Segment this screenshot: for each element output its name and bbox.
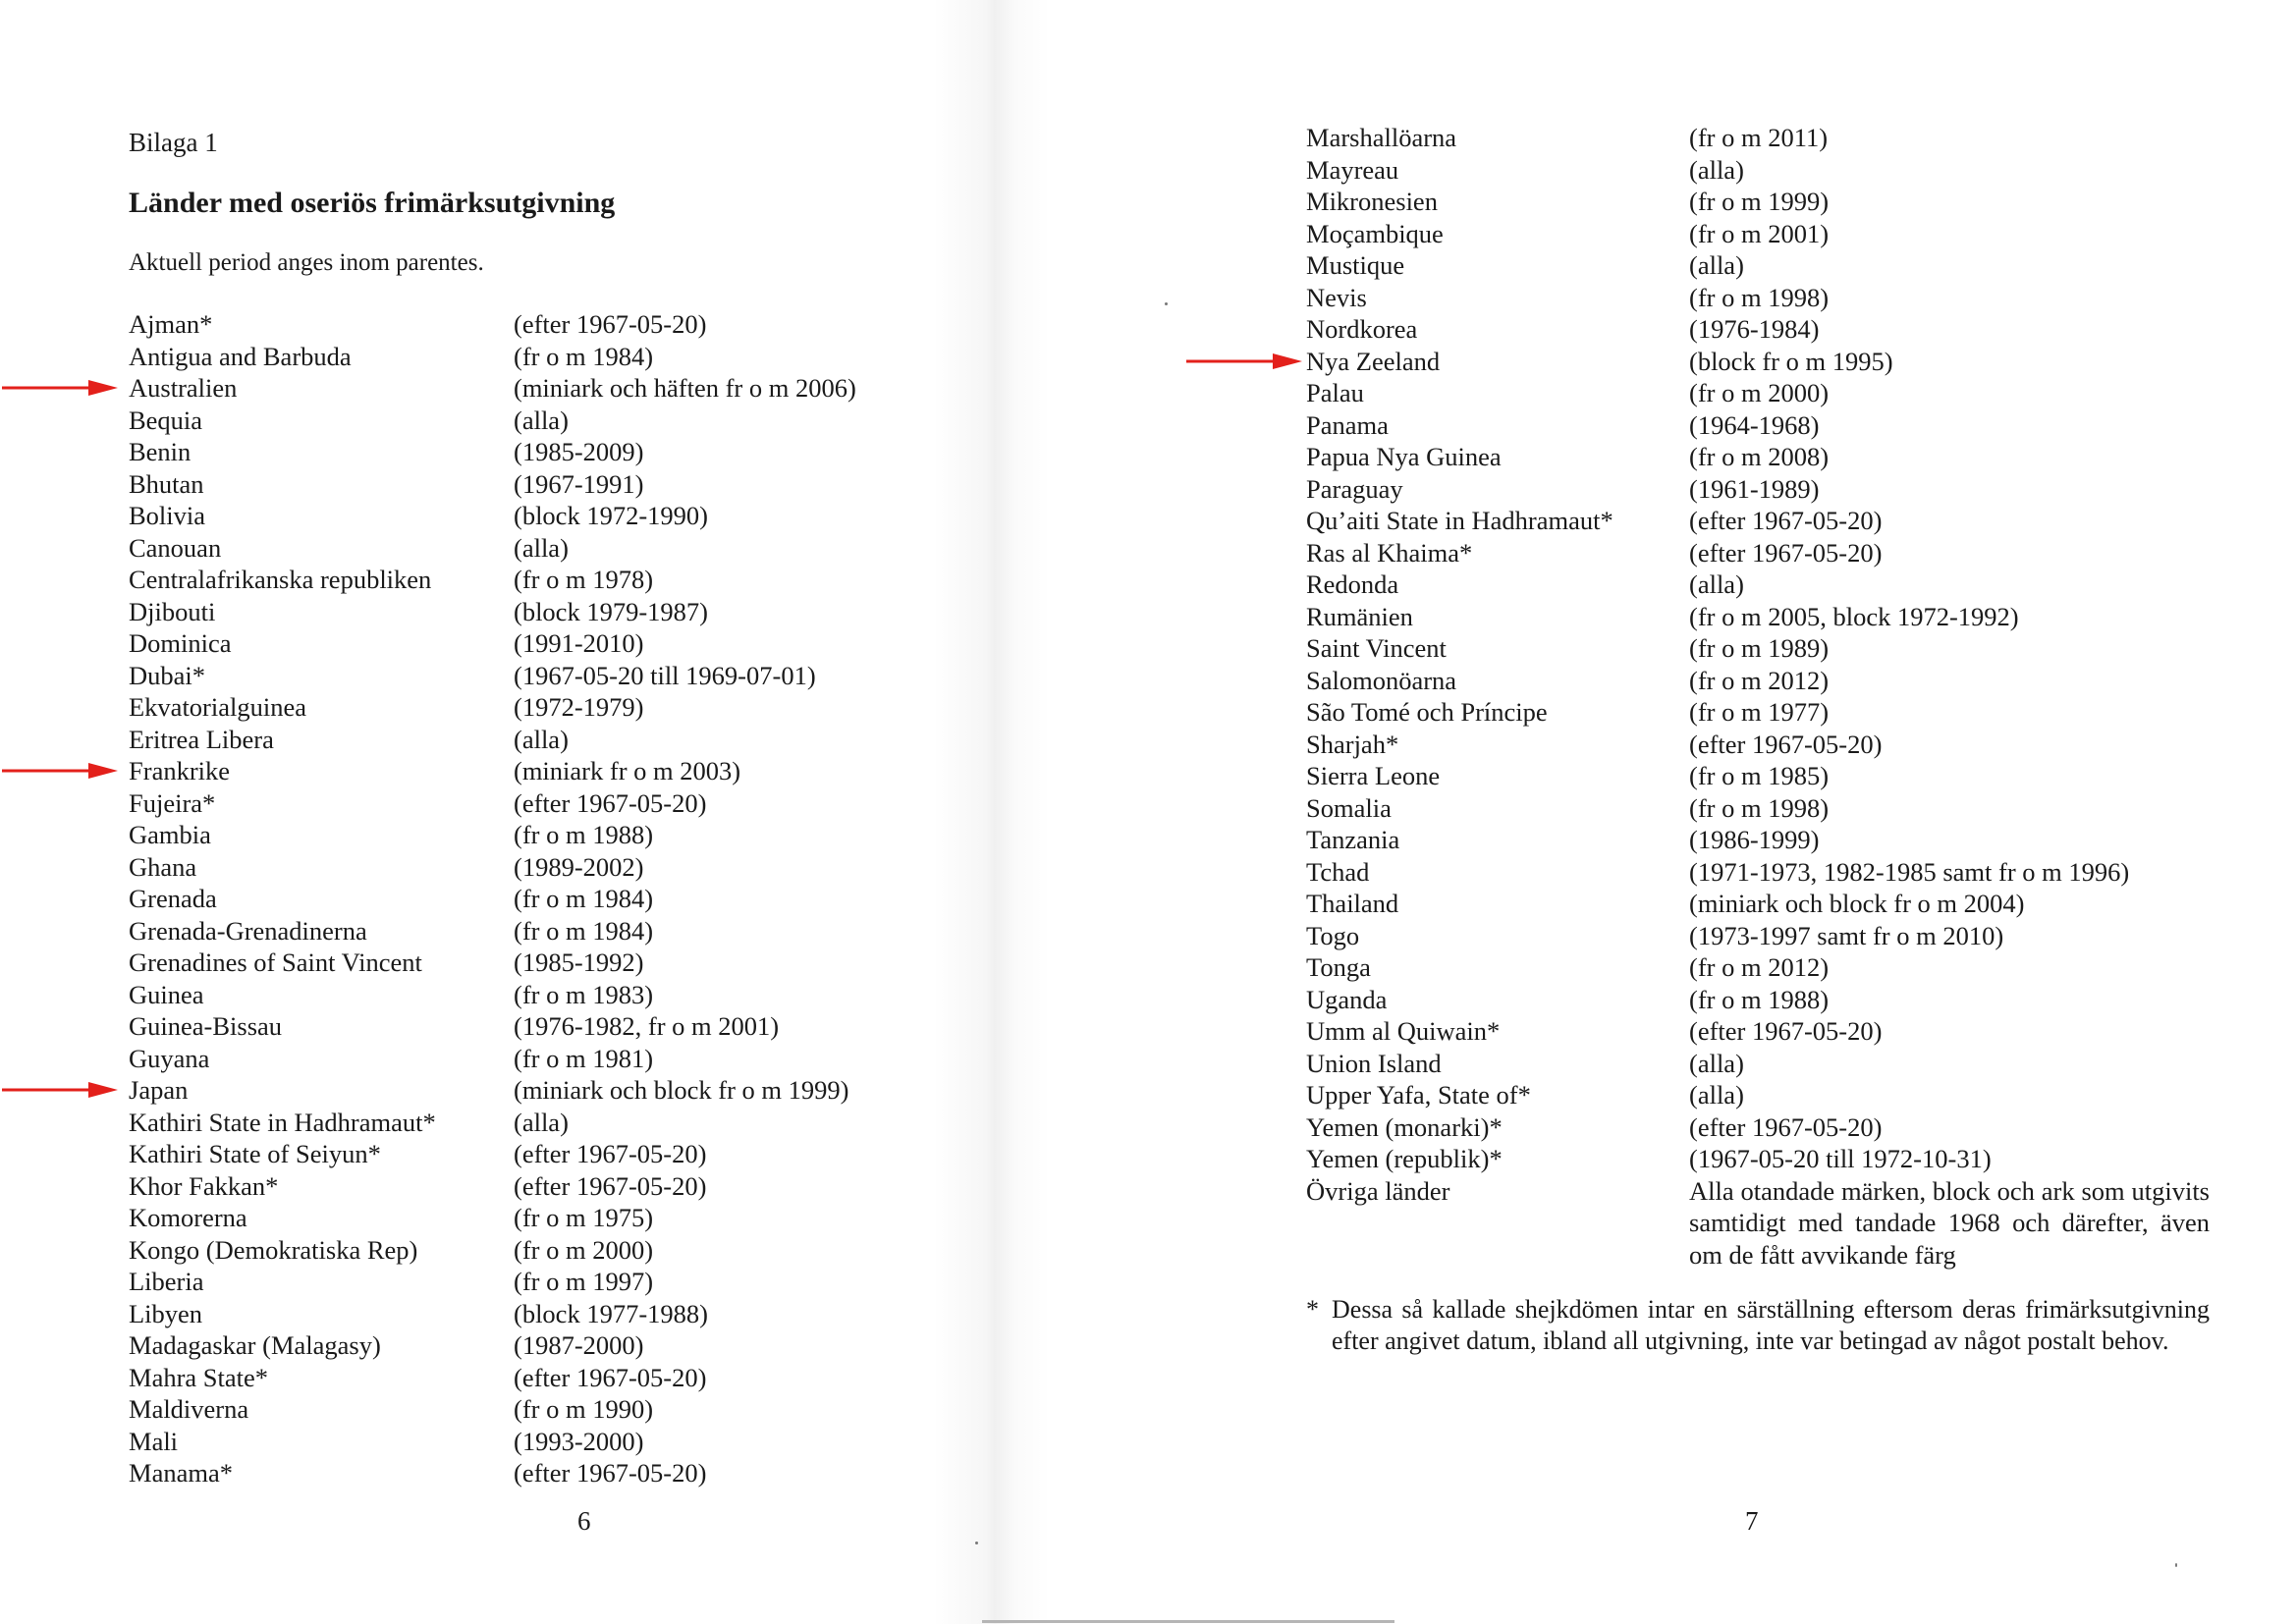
list-item — [1306, 249, 1827, 282]
period-text: (block fr o m 1995) — [1689, 346, 1893, 376]
period-text: (1971-1973, 1982-1985 samt fr o m 1996) — [1689, 856, 2130, 887]
period-text: (fr o m 1981) — [514, 1043, 654, 1073]
country-name: Ras al Khaima* — [1306, 537, 1473, 568]
country-name: Salomonöarna — [1306, 665, 1457, 695]
period-text: (alla) — [1689, 154, 1744, 185]
country-name: Mayreau — [1306, 154, 1399, 185]
country-name: Redonda — [1306, 569, 1399, 599]
period-text: (fr o m 1998) — [1689, 792, 1830, 823]
list-item — [1306, 760, 1830, 792]
period-text: (fr o m 1999) — [1689, 187, 1830, 216]
period-text: (efter 1967-05-20) — [1689, 537, 1883, 568]
country-name: Ekvatorialguinea — [129, 692, 307, 722]
country-name: Khor Fakkan* — [129, 1170, 279, 1201]
list-item — [1306, 377, 1830, 409]
country-name: Liberia — [129, 1267, 204, 1296]
country-name: Libyen — [129, 1298, 203, 1328]
country-name: Grenadines of Saint Vincent — [129, 947, 422, 977]
period-text: (fr o m 2000) — [514, 1234, 654, 1265]
country-name: Paraguay — [1306, 473, 1403, 504]
country-name: Qu’aiti State in Hadhramaut* — [1306, 506, 1613, 535]
list-item — [1306, 632, 1830, 665]
period-text: (block 1977-1988) — [514, 1298, 708, 1328]
country-name: Komorerna — [129, 1203, 247, 1232]
intro-text: Aktuell period anges inom parentes. — [129, 249, 484, 276]
list-item — [1306, 1015, 1883, 1048]
list-item — [1306, 601, 2019, 633]
period-text: (1986-1999) — [1689, 825, 1820, 854]
red-arrow-icon — [1186, 352, 1302, 371]
country-name: Upper Yafa, State of* — [1306, 1080, 1531, 1110]
list-item — [1306, 824, 1827, 856]
period-text: (block 1972-1990) — [514, 501, 708, 530]
period-text: (1985-1992) — [514, 947, 644, 977]
list-item — [1306, 792, 1830, 825]
period-text: (efter 1967-05-20) — [514, 787, 707, 818]
period-text: (fr o m 1984) — [514, 884, 654, 913]
country-name: Gambia — [129, 820, 211, 849]
period-text: (1991-2010) — [514, 628, 644, 658]
country-name: Antigua and Barbuda — [129, 341, 352, 371]
period-text: (1967-1991) — [514, 468, 644, 499]
country-name: Djibouti — [129, 596, 216, 626]
country-name: Dubai* — [129, 660, 206, 690]
list-item — [1306, 409, 1827, 442]
list-item — [1306, 313, 1827, 346]
country-name: Manama* — [129, 1458, 233, 1488]
country-name: Palau — [1306, 378, 1364, 407]
country-name: Ajman* — [129, 309, 213, 339]
period-text: (efter 1967-05-20) — [514, 309, 707, 339]
country-name: Union Island — [1306, 1048, 1442, 1078]
country-name: Mali — [129, 1426, 179, 1456]
list-item — [1306, 218, 1830, 250]
period-text: (1961-1989) — [1689, 473, 1820, 504]
country-name: Centralafrikanska republiken — [129, 565, 432, 594]
country-list-right — [1306, 122, 2210, 1271]
period-text: (alla) — [1689, 250, 1744, 280]
country-name: Guinea-Bissau — [129, 1011, 283, 1041]
country-name: Yemen (republik)* — [1306, 1144, 1503, 1173]
country-name: Yemen (monarki)* — [1306, 1111, 1503, 1142]
period-text: (efter 1967-05-20) — [1689, 729, 1883, 759]
country-name: Grenada — [129, 884, 217, 913]
period-text: (1993-2000) — [514, 1426, 644, 1456]
footnote-text: Dessa så kallade shejkdömen intar en särställning eftersom deras frimärksutgivning efter angivet datum, ibland all utgivning, inte var betingad av något postalt behov. — [1332, 1295, 2210, 1355]
country-name: Guinea — [129, 979, 204, 1009]
country-name: Rumänien — [1306, 601, 1413, 631]
country-name: Grenada-Grenadinerna — [129, 915, 367, 946]
period-text: (1972-1979) — [514, 692, 644, 722]
period-text: (miniark fr o m 2003) — [514, 756, 741, 785]
period-text: (block 1979-1987) — [514, 596, 708, 626]
list-item — [1306, 473, 1827, 506]
period-text: (1976-1982, fr o m 2001) — [514, 1011, 780, 1041]
country-name: Ghana — [129, 851, 197, 882]
period-text: (alla) — [514, 724, 569, 754]
list-item — [1306, 856, 2130, 889]
period-text: (fr o m 1998) — [1689, 282, 1830, 312]
country-name: Benin — [129, 437, 191, 466]
period-text: (alla) — [1689, 1048, 1744, 1078]
country-name: Mustique — [1306, 250, 1405, 280]
list-item — [1306, 729, 1883, 761]
list-item — [1306, 122, 1827, 154]
period-text: (fr o m 2001) — [1689, 218, 1830, 248]
list-item — [1306, 665, 1830, 697]
country-name: Tonga — [1306, 952, 1371, 982]
period-text: (1967-05-20 till 1972-10-31) — [1689, 1144, 1992, 1173]
period-text: (miniark och block fr o m 2004) — [1689, 889, 2025, 918]
list-item — [1306, 984, 1830, 1016]
country-name: Nya Zeeland — [1306, 346, 1441, 376]
period-text: (1967-05-20 till 1969-07-01) — [514, 660, 816, 690]
period-text: (fr o m 1997) — [514, 1267, 654, 1296]
period-text: (fr o m 1990) — [514, 1394, 654, 1424]
red-arrow-icon — [2, 761, 118, 781]
period-text: (miniark och häften fr o m 2006) — [514, 373, 856, 403]
period-text: (1987-2000) — [514, 1330, 644, 1360]
period-text: (fr o m 1977) — [1689, 697, 1830, 727]
period-text: (efter 1967-05-20) — [514, 1139, 707, 1168]
list-item — [1306, 505, 1883, 537]
period-text: (fr o m 1975) — [514, 1203, 654, 1232]
period-text: (1989-2002) — [514, 851, 644, 882]
country-name: Kathiri State of Seiyun* — [129, 1139, 381, 1168]
list-item — [1306, 346, 1893, 378]
list-item — [1306, 186, 1830, 218]
period-text: (alla) — [514, 405, 569, 435]
period-text: (alla) — [1689, 1080, 1744, 1110]
scan-speck — [975, 1542, 978, 1544]
period-text: (alla) — [514, 1107, 569, 1137]
period-text: (efter 1967-05-20) — [514, 1170, 707, 1201]
list-item — [1306, 568, 1827, 601]
period-text: (fr o m 2012) — [1689, 665, 1830, 695]
country-name: Frankrike — [129, 756, 231, 785]
country-name: Tchad — [1306, 856, 1370, 887]
country-name: Thailand — [1306, 889, 1399, 918]
period-text: (fr o m 1988) — [1689, 984, 1830, 1014]
country-name: Japan — [129, 1075, 189, 1105]
country-name: Canouan — [129, 532, 222, 563]
footnote-marker: * — [1306, 1295, 1319, 1324]
list-item — [1306, 154, 1827, 187]
country-name: Umm al Quiwain* — [1306, 1016, 1501, 1046]
country-name: Kongo (Demokratiska Rep) — [129, 1234, 418, 1265]
country-name: Somalia — [1306, 792, 1392, 823]
period-text: (efter 1967-05-20) — [514, 1362, 707, 1392]
country-name: Dominica — [129, 628, 232, 658]
country-name: Panama — [1306, 409, 1389, 440]
list-item — [1306, 920, 2004, 952]
list-item — [1306, 1143, 1992, 1175]
country-name: Tanzania — [1306, 825, 1400, 854]
period-text: (miniark och block fr o m 1999) — [514, 1075, 849, 1105]
footnote — [1306, 1294, 2210, 1357]
country-name: Bhutan — [129, 468, 204, 499]
period-text: (fr o m 1984) — [514, 915, 654, 946]
list-item — [1306, 1079, 1827, 1111]
period-text: (fr o m 2012) — [1689, 952, 1830, 982]
period-text: (fr o m 1985) — [1689, 761, 1830, 790]
red-arrow-icon — [2, 1080, 118, 1100]
country-name: Guyana — [129, 1043, 210, 1073]
annex-label: Bilaga 1 — [129, 128, 218, 157]
country-name: Sharjah* — [1306, 729, 1399, 759]
period-text: (1976-1984) — [1689, 314, 1820, 344]
period-text: (fr o m 1983) — [514, 979, 654, 1009]
country-name: Mikronesien — [1306, 187, 1438, 216]
country-name: Sierra Leone — [1306, 761, 1441, 790]
period-text: (efter 1967-05-20) — [514, 1458, 707, 1488]
list-item — [1306, 537, 1883, 569]
list-item — [1306, 888, 2025, 920]
period-text: (1985-2009) — [514, 437, 644, 466]
country-name: Togo — [1306, 920, 1360, 950]
red-arrow-icon — [2, 378, 118, 398]
list-item — [1306, 696, 1830, 729]
country-name: Fujeira* — [129, 787, 216, 818]
period-text: Alla otandade märken, block och ark som utgivits samtidigt med tandade 1968 och därefter, även om de fått avvikande färg — [1689, 1175, 2210, 1270]
country-name: Eritrea Libera — [129, 724, 274, 754]
country-name: Övriga länder — [1306, 1175, 1450, 1206]
country-name: Bequia — [129, 405, 203, 435]
period-text: (fr o m 1984) — [514, 341, 654, 371]
page-number-left: 6 — [577, 1506, 591, 1536]
left-page — [0, 0, 982, 1624]
list-item — [1306, 1048, 1827, 1080]
period-text: (efter 1967-05-20) — [1689, 1111, 1883, 1142]
period-text: (fr o m 1989) — [1689, 633, 1830, 663]
country-name: São Tomé och Príncipe — [1306, 697, 1548, 727]
country-name: Papua Nya Guinea — [1306, 442, 1502, 471]
scan-speck — [2175, 1563, 2177, 1567]
period-text: (fr o m 1978) — [514, 565, 654, 594]
list-item — [1306, 282, 1830, 314]
scan-speck — [1165, 302, 1168, 305]
country-name: Moçambique — [1306, 218, 1444, 248]
country-name: Maldiverna — [129, 1394, 249, 1424]
country-name: Madagaskar (Malagasy) — [129, 1330, 381, 1360]
country-name: Nevis — [1306, 282, 1367, 312]
period-text: (alla) — [1689, 569, 1744, 599]
country-name: Marshallöarna — [1306, 123, 1457, 152]
period-text: (efter 1967-05-20) — [1689, 1016, 1883, 1046]
country-name: Kathiri State in Hadhramaut* — [129, 1107, 436, 1137]
country-name: Saint Vincent — [1306, 633, 1447, 663]
period-text: (fr o m 2000) — [1689, 378, 1830, 407]
list-item — [1306, 441, 1830, 473]
country-name: Mahra State* — [129, 1362, 269, 1392]
period-text: (alla) — [514, 532, 569, 563]
period-text: (fr o m 1988) — [514, 820, 654, 849]
country-name: Bolivia — [129, 501, 206, 530]
country-name: Uganda — [1306, 984, 1388, 1014]
period-text: (1973-1997 samt fr o m 2010) — [1689, 920, 2004, 950]
period-text: (1964-1968) — [1689, 409, 1820, 440]
period-text: (fr o m 2005, block 1972-1992) — [1689, 601, 2019, 631]
page-title: Länder med oseriös frimärksutgivning — [129, 187, 616, 219]
list-item — [1306, 1111, 1883, 1144]
country-name: Nordkorea — [1306, 314, 1418, 344]
list-item — [1306, 1175, 2210, 1272]
country-name: Australien — [129, 373, 238, 403]
period-text: (fr o m 2008) — [1689, 442, 1830, 471]
list-item — [1306, 951, 1830, 984]
page-number-right: 7 — [1745, 1506, 1759, 1536]
period-text: (efter 1967-05-20) — [1689, 506, 1883, 535]
period-text: (fr o m 2011) — [1689, 123, 1829, 152]
